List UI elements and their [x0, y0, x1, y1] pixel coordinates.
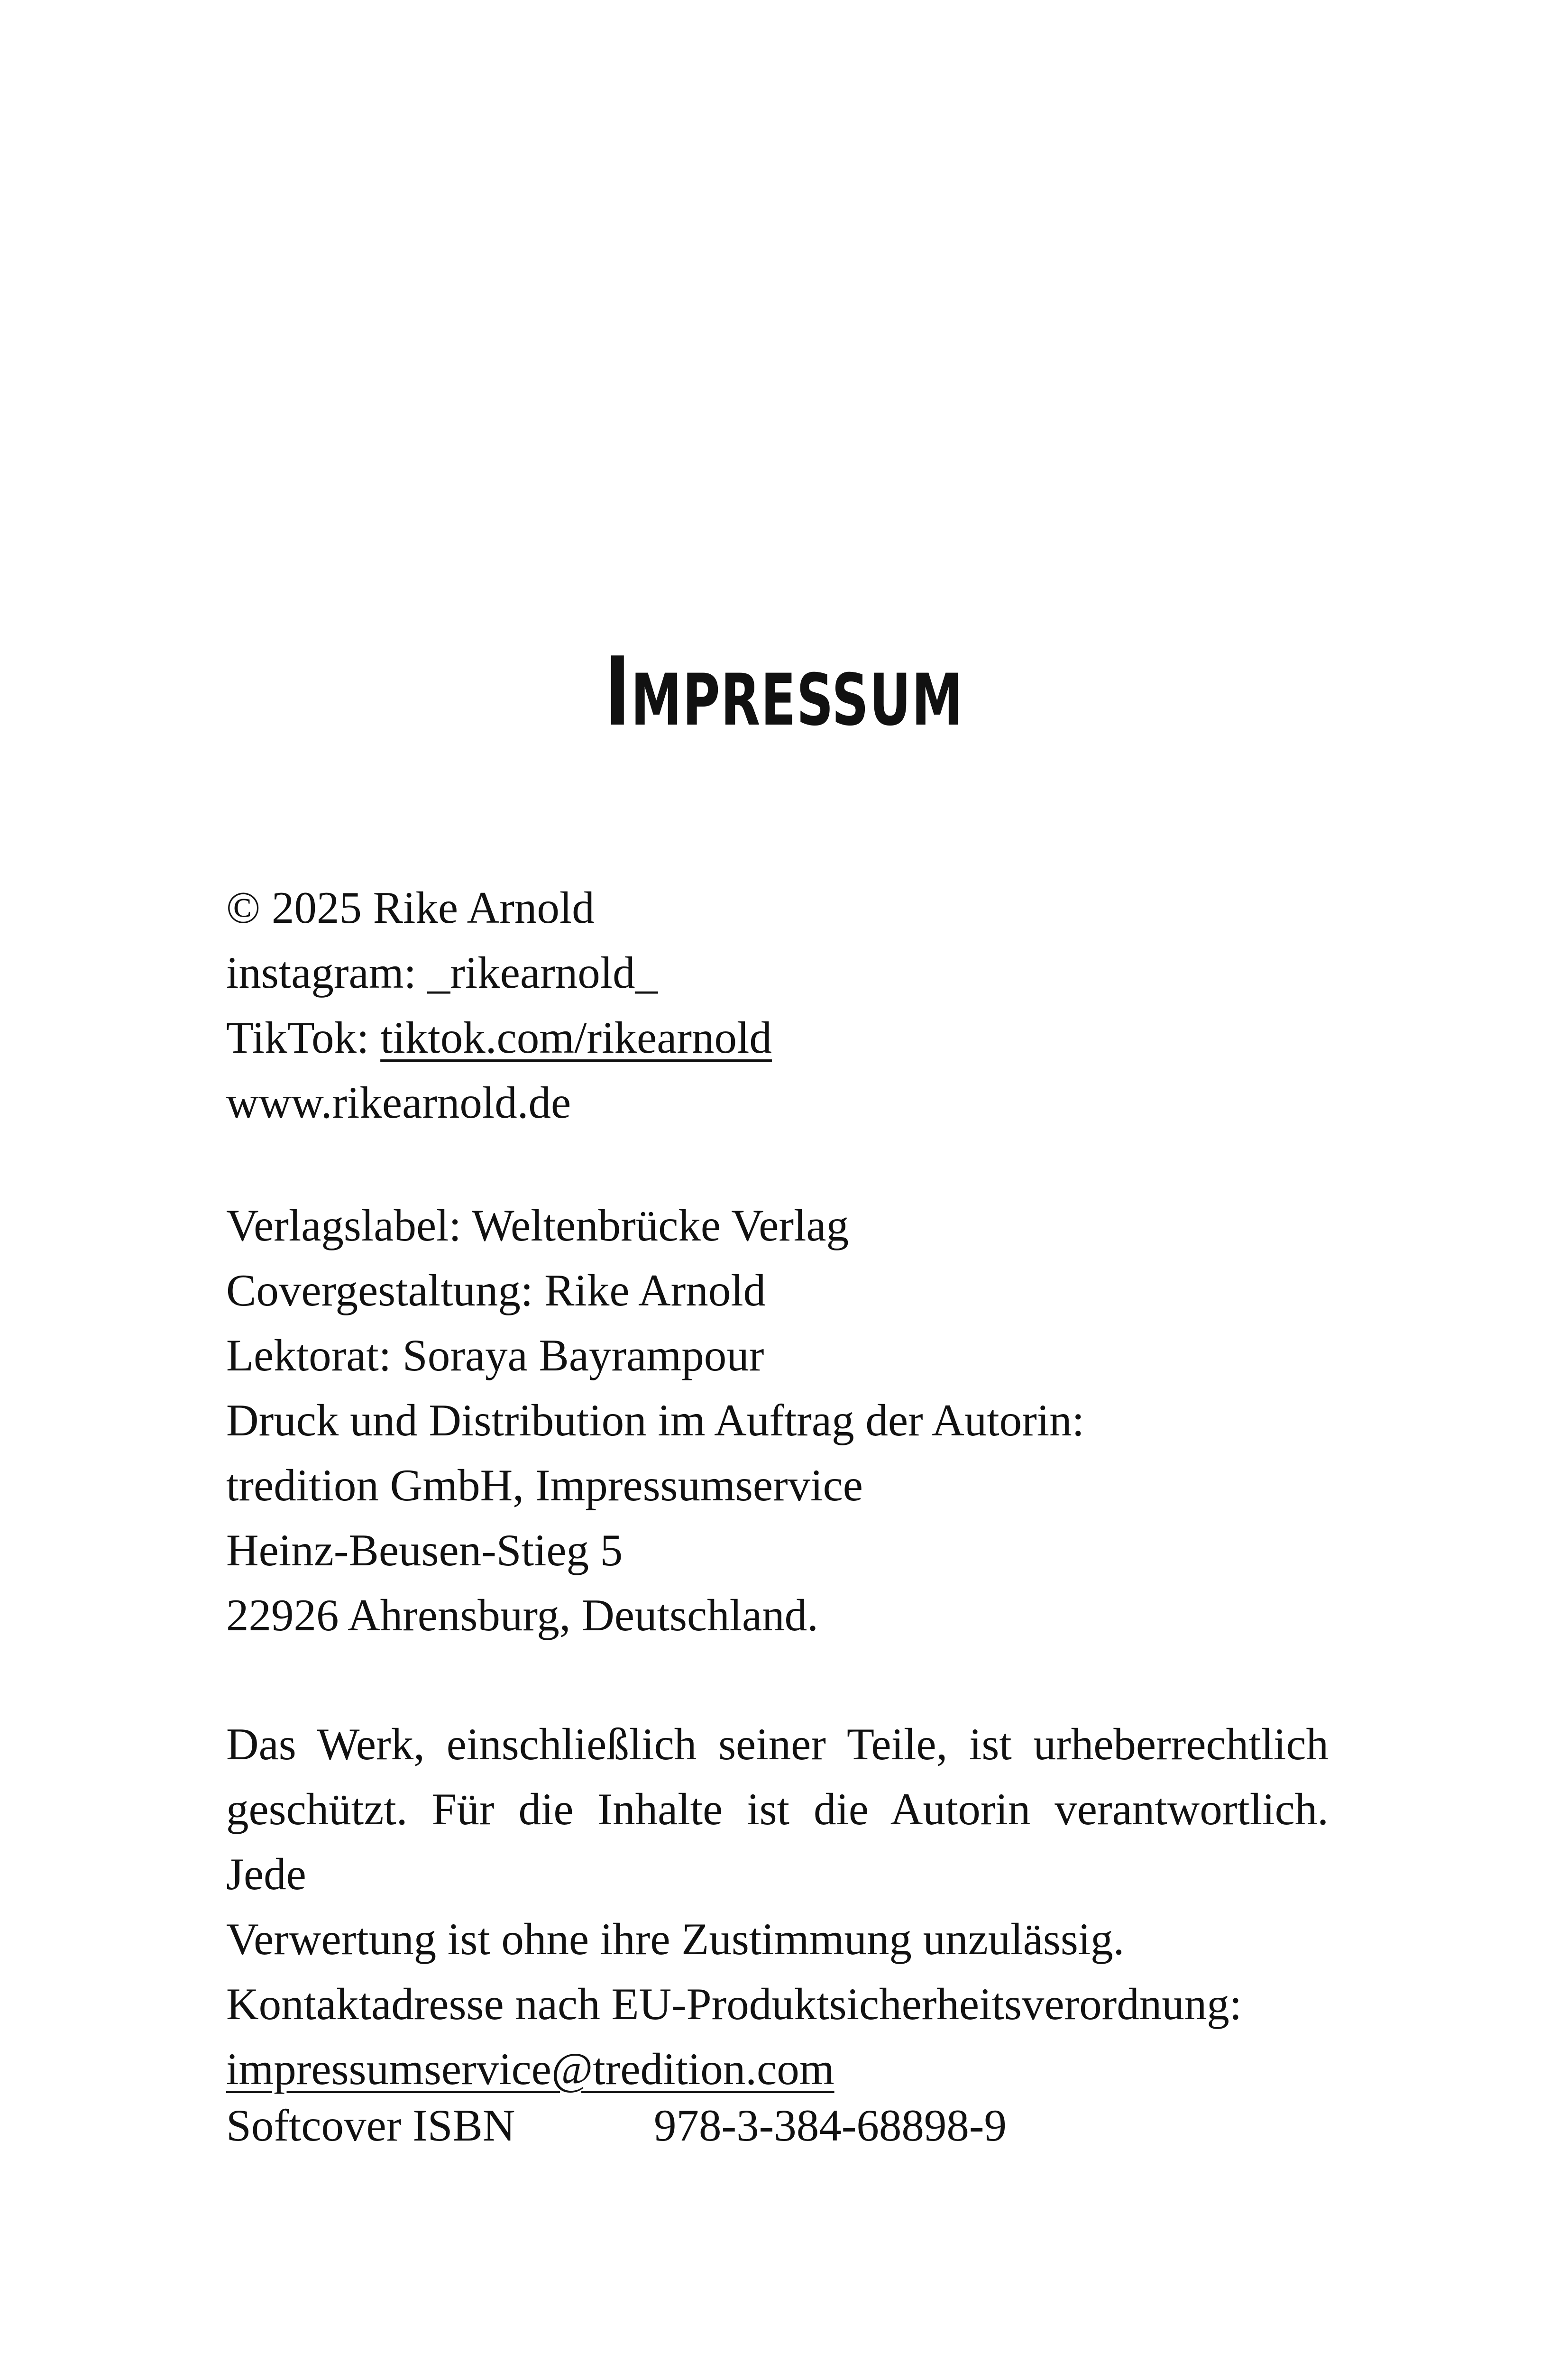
- city-line: 22926 Ahrensburg, Deutschland.: [226, 1590, 818, 1640]
- legal-notice-block: [226, 1712, 1329, 2102]
- title-first-letter: I: [605, 637, 631, 747]
- cover-design-line: Covergestaltung: Rike Arnold: [226, 1265, 766, 1315]
- email-line: [226, 2037, 1329, 2102]
- title-rest: MPRESSUM: [631, 659, 963, 742]
- website-line: www.rikearnold.de: [226, 1077, 571, 1128]
- legal-line-2: geschützt. Für die Inhalte ist die Autorin verantwortlich. Jede: [226, 1784, 1329, 1899]
- isbn-block: [226, 2093, 1329, 2158]
- copyright-line: © 2025 Rike Arnold: [226, 882, 595, 933]
- author-info-block: [226, 875, 1329, 1135]
- instagram-line: instagram: _rikearnold_: [226, 947, 658, 998]
- publishing-info-block: [226, 1193, 1329, 1648]
- legal-line-1: Das Werk, einschließlich seiner Teile, ist urheberrechtlich: [226, 1719, 1329, 1769]
- tiktok-link[interactable]: tiktok.com/rikearnold: [380, 1012, 772, 1063]
- street-line: Heinz-Beusen-Stieg 5: [226, 1525, 623, 1575]
- tiktok-line: [226, 1005, 1329, 1070]
- legal-line-3: Verwertung ist ohne ihre Zustimmung unzulässig.: [226, 1914, 1125, 1964]
- contact-email-link[interactable]: impressumservice@tredition.com: [226, 2044, 834, 2094]
- distribution-line: Druck und Distribution im Auftrag der Autorin:: [226, 1395, 1085, 1445]
- company-line: tredition GmbH, Impressumservice: [226, 1460, 863, 1510]
- tiktok-label: TikTok:: [226, 1012, 381, 1063]
- editing-line: Lektorat: Soraya Bayrampour: [226, 1330, 764, 1380]
- isbn-label: Softcover ISBN: [226, 2100, 515, 2150]
- legal-line-4: Kontaktadresse nach EU-Produktsicherheitsverordnung:: [226, 1979, 1242, 2029]
- publisher-label-line: Verlagslabel: Weltenbrücke Verlag: [226, 1200, 849, 1250]
- isbn-value: 978-3-384-68898-9: [654, 2100, 1007, 2150]
- page-title: [220, 637, 1348, 747]
